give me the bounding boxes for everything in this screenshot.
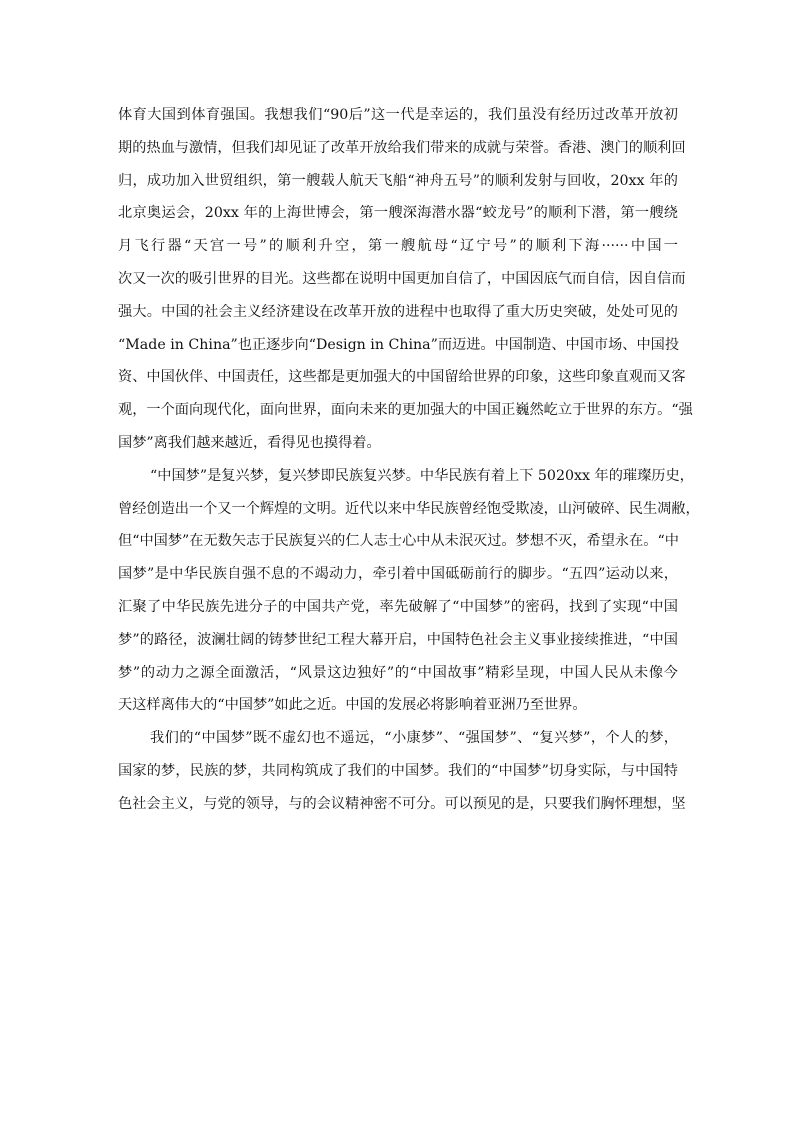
- text-line: “Made in China”也正逐步向“Design in China”而迈进。中国制造、中国市场、中国投: [118, 336, 680, 353]
- text-line: 天这样离伟大的“中国梦”如此之近。中国的发展必将影响着亚洲乃至世界。: [118, 697, 587, 714]
- text-line: 国梦”离我们越来越近，看得见也摸得着。: [118, 434, 381, 451]
- text-line: 但“中国梦”在无数矢志于民族复兴的仁人志士心中从未泯灭过。梦想不灭，希望永在。“中: [118, 533, 679, 550]
- text-line: 国梦”是中华民族自强不息的不竭动力，牵引着中国砥砺前行的脚步。“五四”运动以来，: [118, 566, 678, 583]
- text-line: 色社会主义，与党的领导，与的会议精神密不可分。可以预见的是，只要我们胸怀理想，坚: [118, 795, 686, 812]
- text-line: “中国梦”是复兴梦，复兴梦即民族复兴梦。中华民族有着上下 5020xx 年的璀璨历史，: [150, 467, 694, 484]
- text-line: 次又一次的吸引世界的目光。这些都在说明中国更加自信了，中国因底气而自信，因自信而: [118, 270, 686, 287]
- text-line: 梦”的动力之源全面激活，“风景这边独好”的“中国故事”精彩呈现，中国人民从未像今: [118, 664, 678, 681]
- text-line: 我们的“中国梦”既不虚幻也不遥远，“小康梦”、“强国梦”、“复兴梦”，个人的梦，: [150, 730, 678, 747]
- text-line: 月飞行器“天宫一号”的顺利升空，第一艘航母“辽宁号”的顺利下海······中国一: [118, 238, 678, 255]
- text-line: 观，一个面向现代化，面向世界，面向未来的更加强大的中国正巍然屹立于世界的东方。“强: [118, 402, 693, 419]
- text-line: 曾经创造出一个又一个辉煌的文明。近代以来中华民族曾经饱受欺凌，山河破碎、民生凋敝，: [118, 500, 700, 517]
- text-line: 资、中国伙伴、中国责任，这些都是更加强大的中国留给世界的印象，这些印象直观而又客: [118, 369, 686, 386]
- text-line: 归，成功加入世贸组织，第一艘载人航天飞船“神舟五号”的顺利发射与回收，20xx 年的: [118, 172, 678, 189]
- paragraph-3: [118, 725, 686, 823]
- text-line: 汇聚了中华民族先进分子的中国共产党，率先破解了“中国梦”的密码，找到了实现“中国: [118, 598, 678, 615]
- text-line: 北京奥运会，20xx 年的上海世博会，第一艘深海潜水器“蛟龙号”的顺利下潜，第一艘绕: [118, 205, 678, 222]
- text-line: 体育大国到体育强国。我想我们“90后”这一代是幸运的，我们虽没有经历过改革开放初: [118, 107, 678, 123]
- text-line: 梦”的路径，波澜壮阔的铸梦世纪工程大幕开启，中国特色社会主义事业接续推进，“中国: [118, 631, 678, 648]
- document-page: [118, 102, 700, 824]
- text-line: 期的热血与激情，但我们却见证了改革开放给我们带来的成就与荣誉。香港、澳门的顺利回: [118, 139, 686, 156]
- paragraph-1: [118, 102, 693, 463]
- text-line: 强大。中国的社会主义经济建设在改革开放的进程中也取得了重大历史突破，处处可见的: [118, 303, 678, 320]
- text-line: 国家的梦，民族的梦，共同构筑成了我们的中国梦。我们的“中国梦”切身实际，与中国特: [118, 762, 678, 779]
- paragraph-2: [118, 463, 700, 725]
